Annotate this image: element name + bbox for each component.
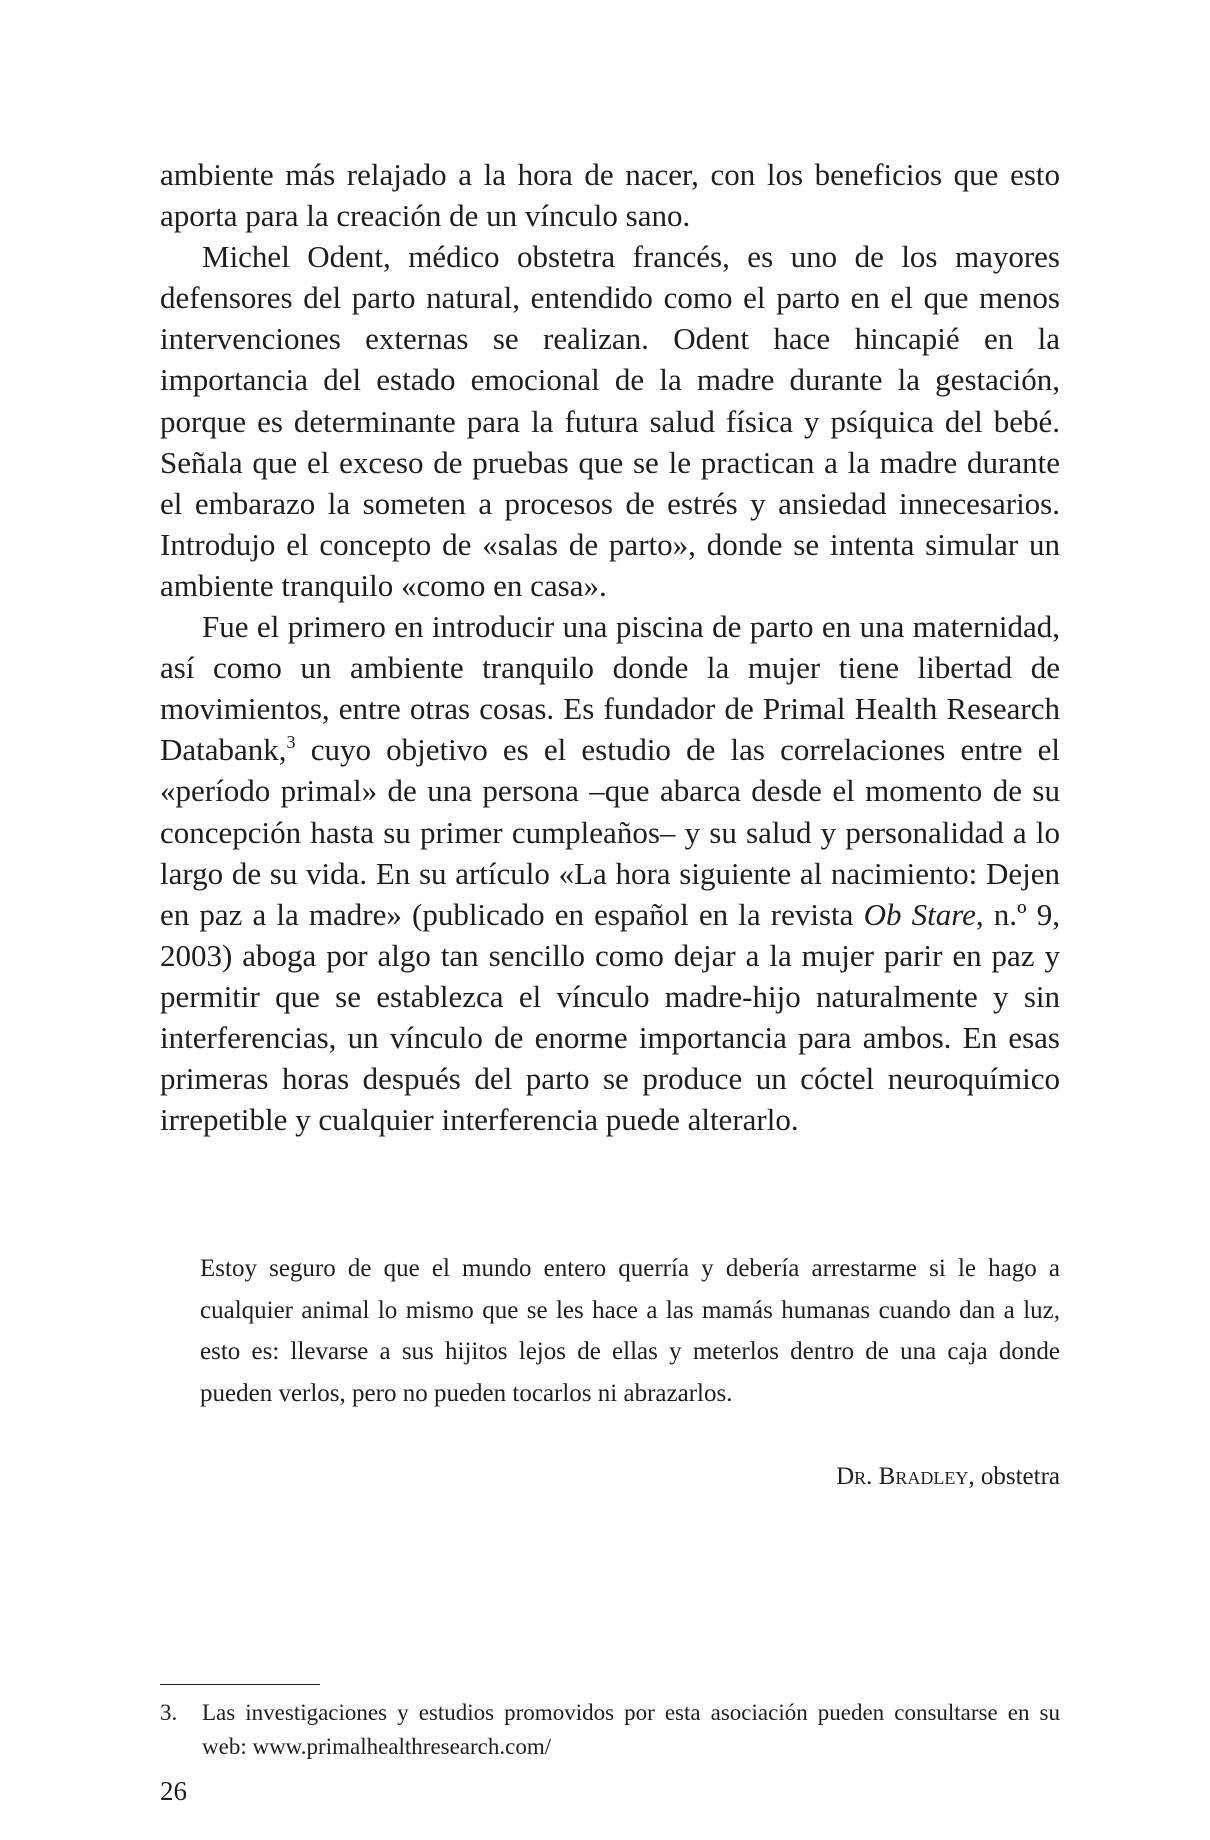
footnote-text: Las investigaciones y estudios promovidos por esta asociación pueden consultarse en su web: www.primalhealthresearch.com/ — [202, 1700, 1060, 1759]
epigraph-quote — [200, 1248, 1060, 1414]
paragraph-3-text-a: Fue el primero en introducir una piscina de parto en una maternidad, así como un ambiente tranquilo donde la mujer tiene libertad de movimientos, entre otras cosas. Es fundador de Primal Health Research Databank, — [160, 609, 1060, 768]
footnote-divider — [160, 1684, 320, 1685]
quote-author: Dr. Bradley — [836, 1463, 969, 1490]
footnote — [160, 1696, 1060, 1764]
paragraph-3-text-c: , n.º 9, 2003) aboga por algo tan sencillo como dejar a la mujer parir en paz y permitir que se establezca el vínculo madre-hijo naturalmente y sin interferencias, un vínculo de enorme importancia para ambos. En esas primeras horas después del parto se produce un cóctel neuroquímico irrepetible y cualquier interferencia puede alterarlo. — [160, 896, 1060, 1138]
page-number: 26 — [160, 1776, 187, 1806]
paragraph-2: Michel Odent, médico obstetra francés, es uno de los mayores defensores del parto natural, entendido como el parto en el que menos intervenciones externas se realizan. Odent hace hincapié en la importancia del estado emocional de la madre durante la gestación, porque es determinante para la futura salud física y psíquica del bebé. Señala que el exceso de pruebas que se le practican a la madre durante el embarazo la someten a procesos de estrés y ansiedad innecesarios. Introdujo el concepto de «salas de parto», donde se intenta simular un ambiente tranquilo «como en casa». — [160, 239, 1060, 603]
quote-attribution — [836, 1457, 1060, 1497]
main-text — [160, 154, 1060, 1140]
footnote-reference[interactable]: 3 — [286, 732, 296, 753]
quote-text: Estoy seguro de que el mundo entero querría y debería arrestarme si le hago a cualquier animal lo mismo que se les hace a las mamás humanas cuando dan a luz, esto es: llevarse a sus hijitos lejos de ellas y meterlos dentro de una caja donde pueden verlos, pero no pueden tocarlos ni abrazarlos. — [200, 1255, 1060, 1407]
paragraph-3-text-b: cuyo objetivo es el estudio de las correlaciones entre el «período primal» de una persona –que abarca desde el momento de su concepción hasta su primer cumpleaños– y su salud y personalidad a lo largo de su vida. En su artículo «La hora siguiente al nacimiento: Dejen en paz a la madre» (publicado en español en la revista — [160, 732, 1060, 932]
footnote-number: 3. — [160, 1700, 178, 1725]
quote-author-role: , obstetra — [968, 1463, 1060, 1490]
journal-title: Ob Stare — [863, 896, 976, 932]
paragraph-1: ambiente más relajado a la hora de nacer, con los beneficios que esto aporta para la creación de un vínculo sano. — [160, 157, 1060, 234]
paragraph-3 — [160, 606, 1060, 1140]
